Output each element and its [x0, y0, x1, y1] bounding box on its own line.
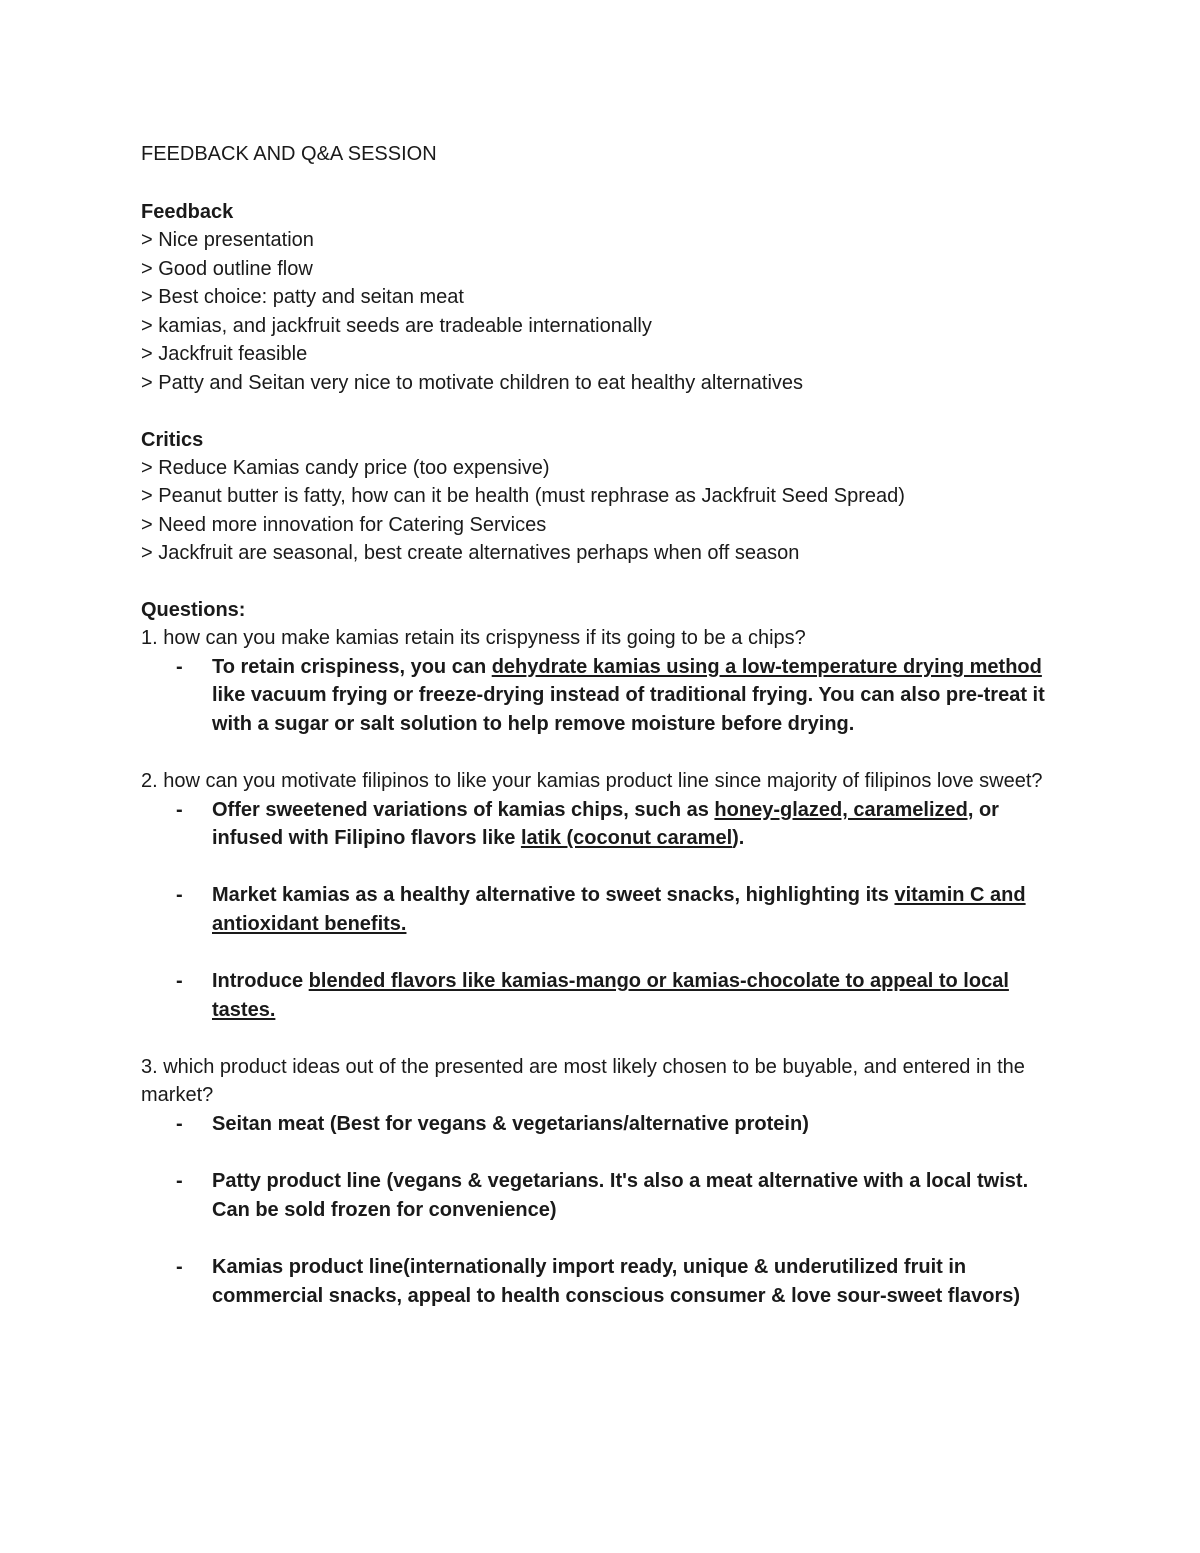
questions-list	[141, 624, 1071, 1310]
answer-item	[141, 1253, 1071, 1310]
bullet-dash: -	[176, 970, 183, 993]
answer-underlined-text: latik (coconut caramel	[520, 827, 733, 850]
answer-item	[141, 881, 1071, 938]
feedback-item: > Nice presentation	[141, 229, 314, 251]
critics-item: > Jackfruit are seasonal, best create alternatives perhaps when off season	[141, 542, 800, 565]
answer-list	[141, 1110, 1071, 1310]
question-block	[141, 767, 1071, 1024]
feedback-item: > Jackfruit feasible	[141, 343, 308, 366]
bullet-dash: -	[176, 1170, 183, 1193]
answer-item	[141, 967, 1071, 1024]
answer-text: Patty product line (vegans & vegetarians. It's also a meat alternative with a local twist. Can be sold frozen for convenience)	[212, 1170, 1029, 1221]
answer-item	[141, 1110, 1071, 1139]
bullet-dash: -	[176, 1256, 183, 1278]
answer-underlined-text: dehydrate kamias using a low-temperature drying method	[491, 655, 1042, 678]
feedback-heading: Feedback	[141, 201, 234, 223]
feedback-item: > Patty and Seitan very nice to motivate children to eat healthy alternatives	[141, 371, 804, 394]
answer-underlined-text: vitamin C and antioxidant benefits.	[212, 884, 1026, 935]
critics-item: > Reduce Kamias candy price (too expensive)	[141, 456, 550, 479]
question-text: 1. how can you make kamias retain its crispyness if its going to be a chips?	[141, 626, 806, 649]
critics-list	[141, 454, 1071, 568]
answer-underlined-text: blended flavors like kamias-mango or kamias-chocolate to appeal to local tastes.	[212, 970, 1009, 1021]
question-block	[141, 624, 1071, 738]
answer-item	[141, 796, 1071, 853]
question-text: 3. which product ideas out of the presented are most likely chosen to be buyable, and entered in the market?	[141, 1055, 1025, 1107]
critics-heading: Critics	[141, 428, 204, 451]
answer-text: or infused with Filipino flavors like	[212, 798, 999, 850]
bullet-dash: -	[176, 655, 183, 678]
answer-text: Offer sweetened variations of kamias chips, such as	[212, 798, 715, 821]
answer-text: To retain crispiness, you can	[212, 655, 492, 678]
question-block	[141, 1053, 1071, 1310]
document-page	[141, 140, 1071, 1310]
answer-underlined-text: honey-glazed, caramelized,	[714, 798, 974, 821]
answer-text: Market kamias as a healthy alternative to sweet snacks, highlighting its	[212, 884, 895, 907]
answer-list	[141, 653, 1071, 739]
answer-text: Introduce	[212, 970, 309, 993]
answer-text: like vacuum frying or freeze-drying instead of traditional frying. You can also pre-treat it with a sugar or salt solution to help remove moisture before drying.	[212, 684, 1045, 735]
bullet-dash: -	[176, 1113, 183, 1136]
document-title: FEEDBACK AND Q&A SESSION	[141, 143, 437, 165]
answer-item	[141, 1167, 1071, 1224]
answer-item	[141, 653, 1071, 739]
answer-text: Seitan meat (Best for vegans & vegetarians/alternative protein)	[212, 1113, 809, 1136]
answer-text: Kamias product line(internationally import ready, unique & underutilized fruit in commercial snacks, appeal to health conscious consumer & love sour-sweet flavors)	[212, 1256, 1021, 1307]
question-text: 2. how can you motivate filipinos to like your kamias product line since majority of filipinos love sweet?	[141, 769, 1043, 792]
questions-heading: Questions:	[141, 598, 246, 621]
bullet-dash: -	[176, 798, 183, 821]
feedback-list	[141, 226, 1071, 398]
bullet-dash: -	[176, 884, 183, 907]
feedback-item: > Good outline flow	[141, 257, 313, 280]
answer-text: ).	[732, 827, 745, 850]
critics-item: > Need more innovation for Catering Services	[141, 513, 547, 536]
feedback-item: > Best choice: patty and seitan meat	[141, 286, 464, 309]
critics-item: > Peanut butter is fatty, how can it be health (must rephrase as Jackfruit Seed Spread)	[141, 485, 905, 508]
feedback-item: > kamias, and jackfruit seeds are tradeable internationally	[141, 314, 652, 337]
answer-list	[141, 796, 1071, 1025]
